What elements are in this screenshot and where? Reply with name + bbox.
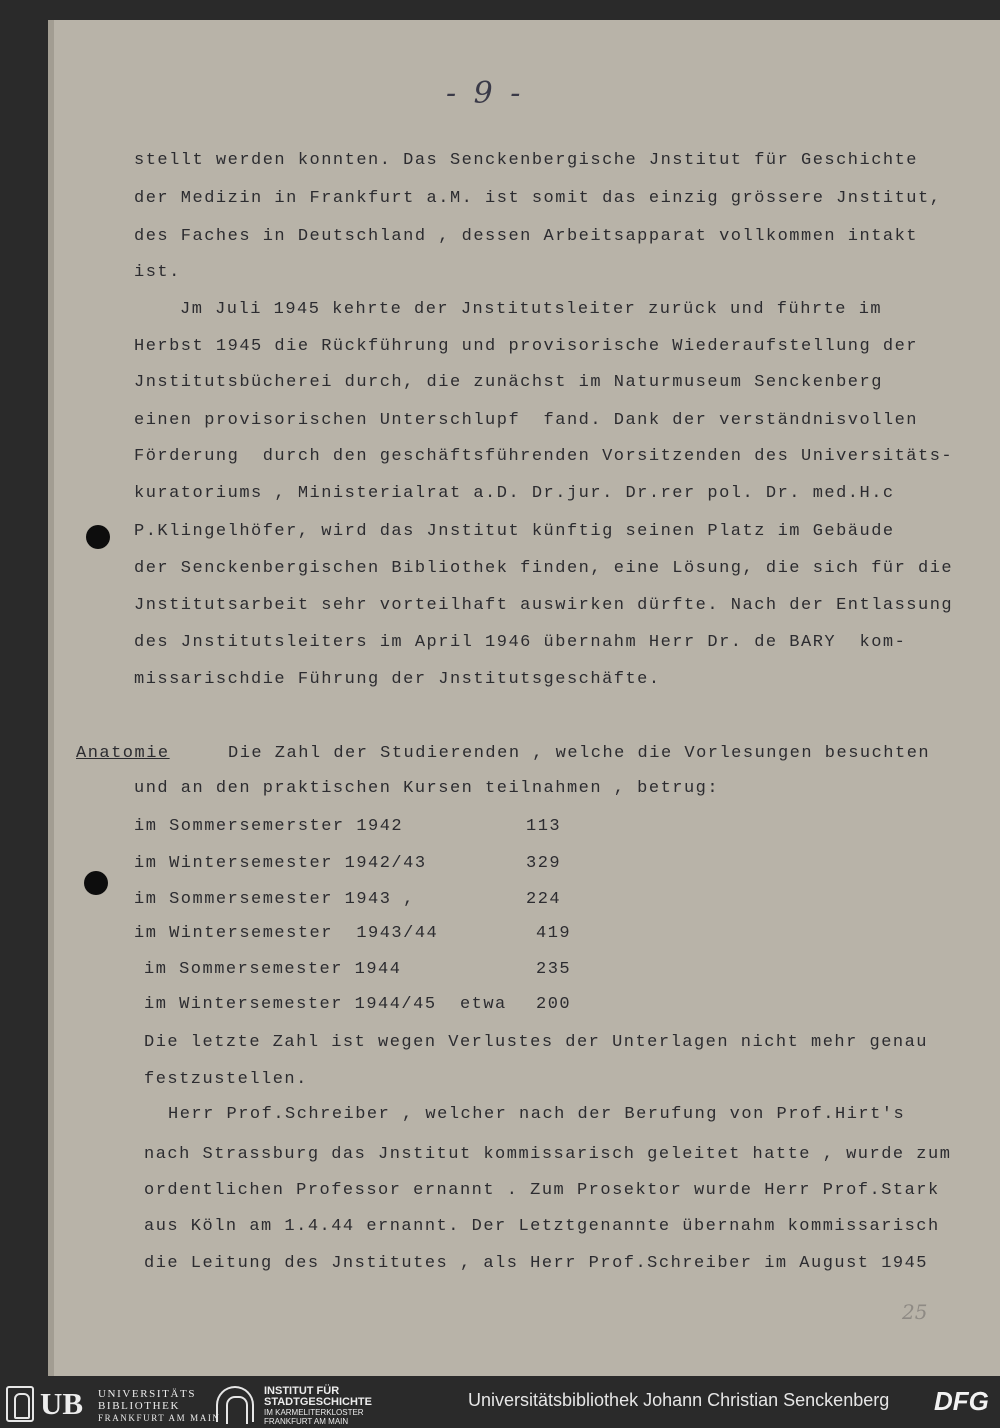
text-line: Förderung durch den geschäftsführenden Vorsitzenden des Universitäts- — [134, 447, 954, 466]
text-line: Die Zahl der Studierenden , welche die Vorlesungen besuchten — [228, 744, 931, 763]
enrollment-term: im Wintersemester 1944/45 etwa — [144, 995, 507, 1014]
text-line: des Jnstitutsleiters im April 1946 übernahm Herr Dr. de BARY kom- — [134, 633, 907, 652]
text-line: P.Klingelhöfer, wird das Jnstitut künftig seinen Platz im Gebäude — [134, 522, 895, 541]
page-number: - 9 - — [446, 76, 525, 111]
enrollment-term: im Sommersemerster 1942 — [134, 817, 404, 836]
text-line: kuratoriums , Ministerialrat a.D. Dr.jur. Dr.rer pol. Dr. med.H.c — [134, 484, 895, 503]
text-line: des Faches in Deutschland , dessen Arbeitsapparat vollkommen intakt — [134, 227, 919, 246]
text-line: die Leitung des Jnstitutes , als Herr Prof.Schreiber im August 1945 — [144, 1254, 929, 1273]
goethe-portrait-icon — [6, 1386, 34, 1422]
text-line: einen provisorischen Unterschlupf fand. Dank der verständnisvollen — [134, 411, 919, 430]
enrollment-count: 200 — [536, 995, 572, 1014]
text-line: Jnstitutsbücherei durch, die zunächst im Naturmuseum Senckenberg — [134, 373, 883, 392]
text-line: aus Köln am 1.4.44 ernannt. Der Letztgenannte übernahm kommissarisch — [144, 1217, 940, 1236]
text-line: ordentlichen Professor ernannt . Zum Prosektor wurde Herr Prof.Stark — [144, 1181, 940, 1200]
text-line: Jm Juli 1945 kehrte der Jnstitutsleiter zurück und führte im — [180, 300, 883, 319]
text-line: ist. — [134, 263, 181, 282]
isg-logo-line: IM KARMELITERKLOSTER — [264, 1408, 364, 1417]
isg-logo-line: INSTITUT FÜR — [264, 1385, 340, 1397]
enrollment-term: im Wintersemester 1942/43 — [134, 854, 427, 873]
text-line: Die letzte Zahl ist wegen Verlustes der Unterlagen nicht mehr genau — [144, 1033, 929, 1052]
punch-hole-bottom — [84, 871, 108, 895]
enrollment-term: im Sommersemester 1944 — [144, 960, 402, 979]
text-line: Herbst 1945 die Rückführung und provisorische Wiederaufstellung der — [134, 337, 919, 356]
text-line: und an den praktischen Kursen teilnahmen , betrug: — [134, 779, 720, 798]
enrollment-term: im Wintersemester 1943/44 — [134, 924, 439, 943]
enrollment-term: im Sommersemester 1943 , — [134, 890, 415, 909]
ub-logo[interactable] — [6, 1384, 221, 1424]
text-line: nach Strassburg das Jnstitut kommissarisch geleitet hatte , wurde zum — [144, 1145, 952, 1164]
ub-logo-line: FRANKFURT AM MAIN — [98, 1413, 221, 1423]
ub-logo-text: UB — [40, 1386, 84, 1421]
isg-logo-line: STADTGESCHICHTE — [264, 1396, 372, 1408]
enrollment-count: 113 — [526, 817, 562, 836]
footer-bar — [0, 1376, 1000, 1428]
text-line: stellt werden konnten. Das Senckenbergische Jnstitut für Geschichte — [134, 151, 919, 170]
enrollment-count: 329 — [526, 854, 562, 873]
dfg-logo[interactable]: DFG — [934, 1386, 989, 1416]
document-page — [48, 20, 1000, 1376]
section-heading-anatomie: Anatomie — [76, 744, 170, 763]
text-line: festzustellen. — [144, 1070, 308, 1089]
text-line: Herr Prof.Schreiber , welcher nach der Berufung von Prof.Hirt's — [168, 1105, 906, 1124]
text-line: der Medizin in Frankfurt a.M. ist somit das einzig grössere Jnstitut, — [134, 189, 942, 208]
pencil-annotation: 25 — [902, 1300, 928, 1324]
isg-logo[interactable] — [216, 1382, 416, 1426]
enrollment-count: 224 — [526, 890, 562, 909]
ub-logo-line: BIBLIOTHEK — [98, 1400, 180, 1412]
ub-logo-line: UNIVERSITÄTS — [98, 1388, 197, 1400]
text-line: missarischdie Führung der Jnstitutsgeschäfte. — [134, 670, 661, 689]
enrollment-count: 419 — [536, 924, 572, 943]
arch-icon — [216, 1386, 254, 1422]
text-line: Jnstitutsarbeit sehr vorteilhaft auswirken dürfte. Nach der Entlassung — [134, 596, 954, 615]
text-line: der Senckenbergischen Bibliothek finden, eine Lösung, die sich für die — [134, 559, 954, 578]
enrollment-count: 235 — [536, 960, 572, 979]
isg-logo-line: FRANKFURT AM MAIN — [264, 1417, 349, 1426]
library-caption: Universitätsbibliothek Johann Christian Senckenberg — [468, 1390, 890, 1410]
punch-hole-top — [86, 525, 110, 549]
